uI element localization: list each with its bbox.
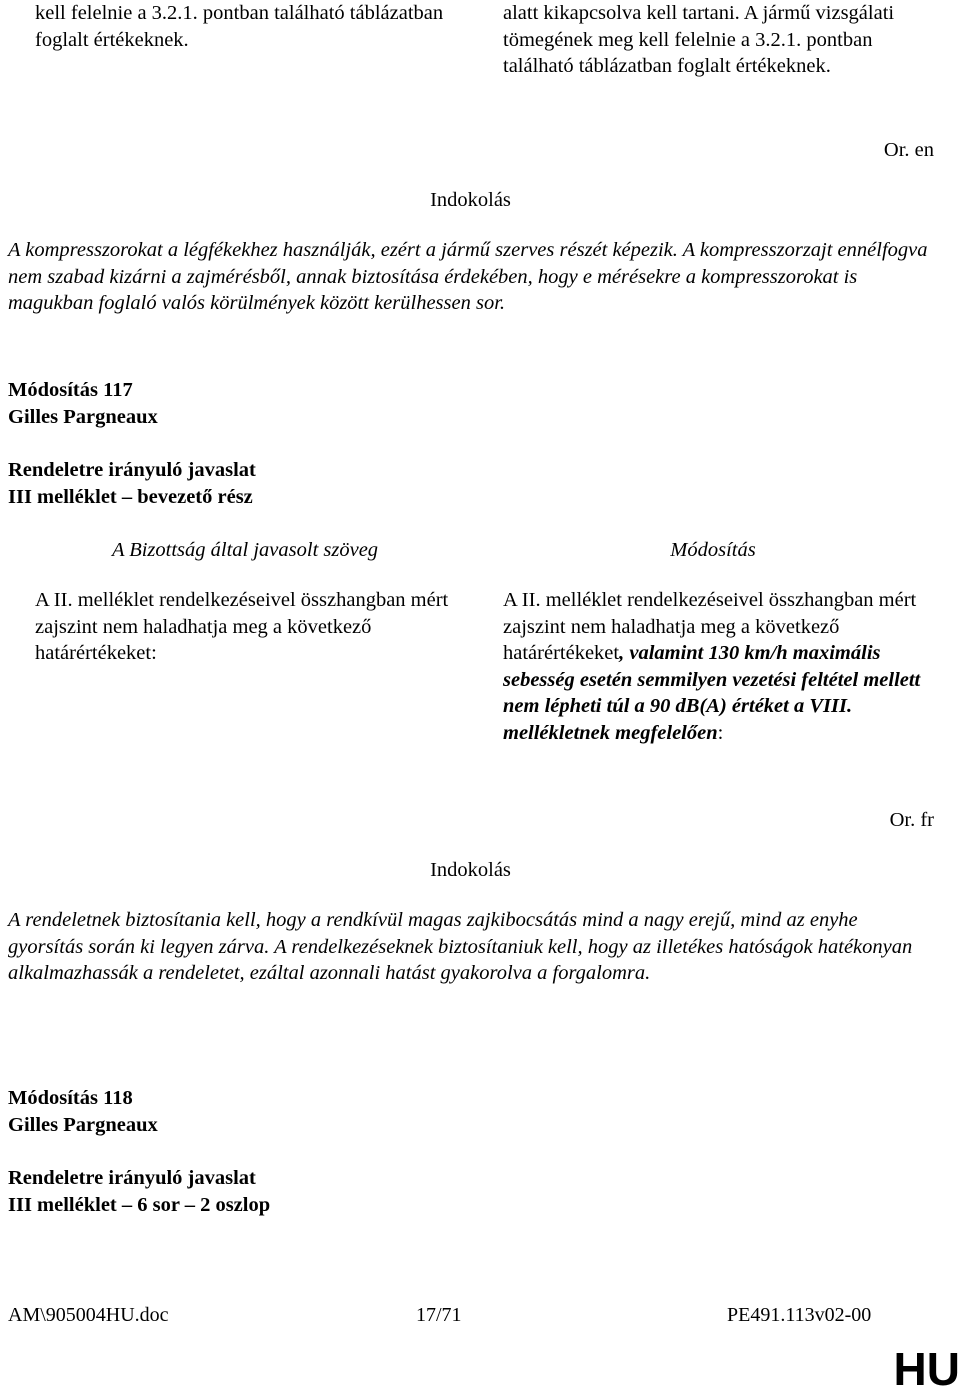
amendment-118-reference: III melléklet – 6 sor – 2 oszlop xyxy=(8,1194,271,1216)
original-language-fr: Or. fr xyxy=(889,809,934,831)
amendment-text-emphasis: , valamint 130 km/h maximális sebesség esetén semmilyen vezetési feltétel mellett nem lépheti túl a 90 dB(A) értéket a VIII. mellékletnek megfelelően xyxy=(503,642,921,744)
original-language-en: Or. en xyxy=(883,139,934,161)
amendment-117-proposal: Rendeletre irányuló javaslat xyxy=(8,459,256,481)
footer-pe-ref: PE491.113v02-00 xyxy=(727,1304,872,1326)
amendment-117-author: Gilles Pargneaux xyxy=(8,406,158,428)
commission-text: A II. melléklet rendelkezéseivel összhangban mért zajszint nem haladhatja meg a következő határértékeket: xyxy=(35,589,449,664)
footer-doc-ref: AM\905004HU.doc xyxy=(8,1304,169,1326)
footer-language-code: HU xyxy=(893,1343,960,1395)
justification-heading-117: Indokolás xyxy=(430,859,511,881)
justification-text: A kompresszorokat a légfékekhez használják, ezért a jármű szerves részét képezik. A kompresszorzajt ennélfogva nem szabad kizárni a zajmérésből, annak biztosítása érdekében, hogy e mérésekre a kompresszorokat is magukban foglaló valós körülmények között kerülhessen sor. xyxy=(8,239,928,314)
amendment-header: Módosítás xyxy=(670,539,756,561)
footer-page-number: 17/71 xyxy=(416,1304,462,1326)
amendment-text xyxy=(503,587,923,746)
amendment-text-end: : xyxy=(717,721,724,744)
amendment-118-author: Gilles Pargneaux xyxy=(8,1114,158,1136)
amendment-text-plain: A II. melléklet rendelkezéseivel összhangban mért zajszint nem haladhatja meg a következő határértékeket xyxy=(503,589,917,664)
top-right-text: alatt kikapcsolva kell tartani. A jármű vizsgálati tömegének meg kell felelnie a 3.2.1. pontban található táblázatban foglalt értékeknek. xyxy=(503,2,895,77)
justification-text-117: A rendeletnek biztosítania kell, hogy a rendkívül magas zajkibocsátás mind a nagy erejű, mind az enyhe gyorsítás során ki legyen zárva. A rendelkezéseknek biztosítaniuk kell, hogy az illetékes hatóságok hatékonyan alkalmazhassák a rendeletet, ezáltal azonnali hatást gyakorolva a forgalomra. xyxy=(8,909,913,984)
amendment-118-title: Módosítás 118 xyxy=(8,1087,133,1109)
amendment-117-title: Módosítás 117 xyxy=(8,379,133,401)
commission-text-header: A Bizottság által javasolt szöveg xyxy=(111,539,379,561)
amendment-118-proposal: Rendeletre irányuló javaslat xyxy=(8,1167,256,1189)
top-left-text: kell felelnie a 3.2.1. pontban található táblázatban foglalt értékeknek. xyxy=(35,2,444,51)
amendment-117-reference: III melléklet – bevezető rész xyxy=(8,486,253,508)
justification-heading: Indokolás xyxy=(430,189,511,211)
